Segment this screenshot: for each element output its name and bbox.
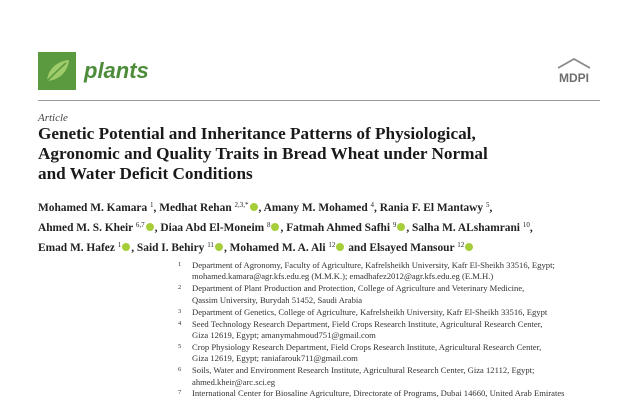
author-affiliation-ref: 5	[485, 201, 490, 209]
author-name[interactable]: Fatmah Ahmed Safhi	[286, 222, 393, 234]
author-affiliation-ref: 2,3,*	[234, 201, 249, 209]
journal-name: plants	[84, 58, 149, 83]
author-affiliation-ref: 4	[370, 201, 375, 209]
author-separator: ,	[280, 222, 287, 234]
author-separator: ,	[406, 222, 413, 234]
affiliation-number: 3	[178, 307, 182, 315]
author-separator: ,	[131, 242, 137, 254]
affiliation-text: Department of Genetics, College of Agriculture, Kafrelsheikh University, Kafr El-Sheikh 33516, Egypt	[192, 306, 548, 317]
orcid-icon[interactable]	[122, 243, 130, 251]
affiliation-number: 7	[178, 389, 182, 397]
author-line	[38, 197, 608, 217]
author-line	[38, 237, 608, 257]
mdpi-logo-icon	[552, 58, 596, 88]
affiliation-item	[178, 307, 608, 318]
author-name[interactable]: Amany M. Mohamed	[263, 202, 371, 214]
affiliation-item	[178, 260, 608, 283]
author-name[interactable]: Medhat Rehan	[159, 202, 235, 214]
author-separator: ,	[223, 242, 230, 254]
affiliation-number: 4	[178, 319, 182, 327]
author-separator: and	[345, 242, 370, 254]
title-line: and Water Deficit Conditions	[38, 164, 253, 183]
affiliation-item	[178, 319, 608, 342]
affiliation-number: 1	[178, 261, 182, 268]
affiliation-item	[178, 365, 608, 388]
article-type: Article	[38, 112, 68, 124]
affiliation-item	[178, 388, 608, 399]
header-rule	[38, 100, 600, 101]
author-name[interactable]: Rania F. El Mantawy	[379, 202, 486, 214]
orcid-icon[interactable]	[271, 223, 279, 231]
author-list	[38, 197, 608, 257]
author-name[interactable]: Said I. Behiry	[136, 242, 208, 254]
affiliation-text: Department of Agronomy, Faculty of Agriculture, Kafrelsheikh University, Kafr El-Sheikh 33516, Egypt; mohamed.kamara@agr.kfs.edu.eg (M.M.K.); emadhafez2012@agr.kfs.edu.eg (E.M.H.)	[192, 260, 555, 282]
author-affiliation-ref: 12	[328, 241, 336, 249]
affiliation-text: Crop Physiology Research Department, Field Crops Research Institute, Agricultural Research Center, Giza 12619, Egypt; raniafarouk711@gmail.com	[192, 341, 542, 364]
affiliation-list	[178, 260, 608, 400]
orcid-icon[interactable]	[215, 243, 223, 251]
orcid-icon[interactable]	[336, 243, 344, 251]
orcid-icon[interactable]	[397, 223, 405, 231]
author-name[interactable]: Salha M. ALshamrani	[412, 222, 523, 234]
journal-header	[38, 52, 600, 96]
author-affiliation-ref: 1	[117, 241, 122, 249]
author-separator: ,	[153, 202, 160, 214]
affiliation-number: 2	[178, 284, 182, 292]
article-title	[38, 124, 600, 184]
affiliation-number: 5	[178, 342, 182, 350]
orcid-icon[interactable]	[465, 243, 473, 251]
author-separator: ,	[529, 222, 533, 234]
author-affiliation-ref: 9	[392, 221, 397, 229]
author-separator: ,	[154, 222, 161, 234]
affiliation-item	[178, 342, 608, 365]
author-name[interactable]: Emad M. Hafez	[38, 242, 118, 254]
title-line: Agronomic and Quality Traits in Bread Wheat under Normal	[38, 144, 488, 163]
author-name[interactable]: Elsayed Mansour	[369, 242, 458, 254]
author-separator: ,	[374, 202, 380, 214]
author-affiliation-ref: 10	[522, 221, 530, 229]
publisher-name: MDPI	[559, 71, 589, 85]
affiliation-text: International Center for Biosaline Agriculture, Directorate of Programs, Dubai 14660, United Arab Emirates	[192, 388, 565, 399]
affiliation-text: Department of Plant Production and Protection, College of Agriculture and Veterinary Medicine, Qassim University, Burydah 51452, Saudi Arabia	[192, 283, 525, 305]
author-affiliation-ref: 12	[457, 241, 465, 249]
author-name[interactable]: Mohamed M. Kamara	[38, 202, 150, 214]
author-affiliation-ref: 6,7	[135, 221, 145, 229]
author-name[interactable]: Ahmed M. S. Kheir	[38, 222, 136, 234]
author-affiliation-ref: 8	[266, 221, 271, 229]
author-name[interactable]: Mohamed M. A. Ali	[229, 242, 329, 254]
orcid-icon[interactable]	[250, 203, 258, 211]
orcid-icon[interactable]	[146, 223, 154, 231]
title-line: Genetic Potential and Inheritance Patterns of Physiological,	[38, 124, 476, 143]
affiliation-item	[178, 283, 608, 306]
author-line	[38, 217, 608, 237]
affiliation-number: 6	[178, 366, 182, 374]
plants-leaf-logo-icon	[38, 52, 76, 90]
author-separator: ,	[489, 202, 493, 214]
author-separator: ,	[258, 202, 264, 214]
author-affiliation-ref: 1	[150, 201, 154, 209]
author-name[interactable]: Diaa Abd El-Moneim	[160, 222, 267, 234]
affiliation-text: Soils, Water and Environment Research Institute, Agricultural Research Center, Giza 12112, Egypt; ahmed.kheir@arc.sci.eg	[192, 365, 535, 387]
author-affiliation-ref: 11	[207, 241, 214, 249]
affiliation-text: Seed Technology Research Department, Field Crops Research Institute, Agricultural Research Center, Giza 12619, Egypt; amanymahmoud751@gmail.com	[192, 318, 543, 340]
